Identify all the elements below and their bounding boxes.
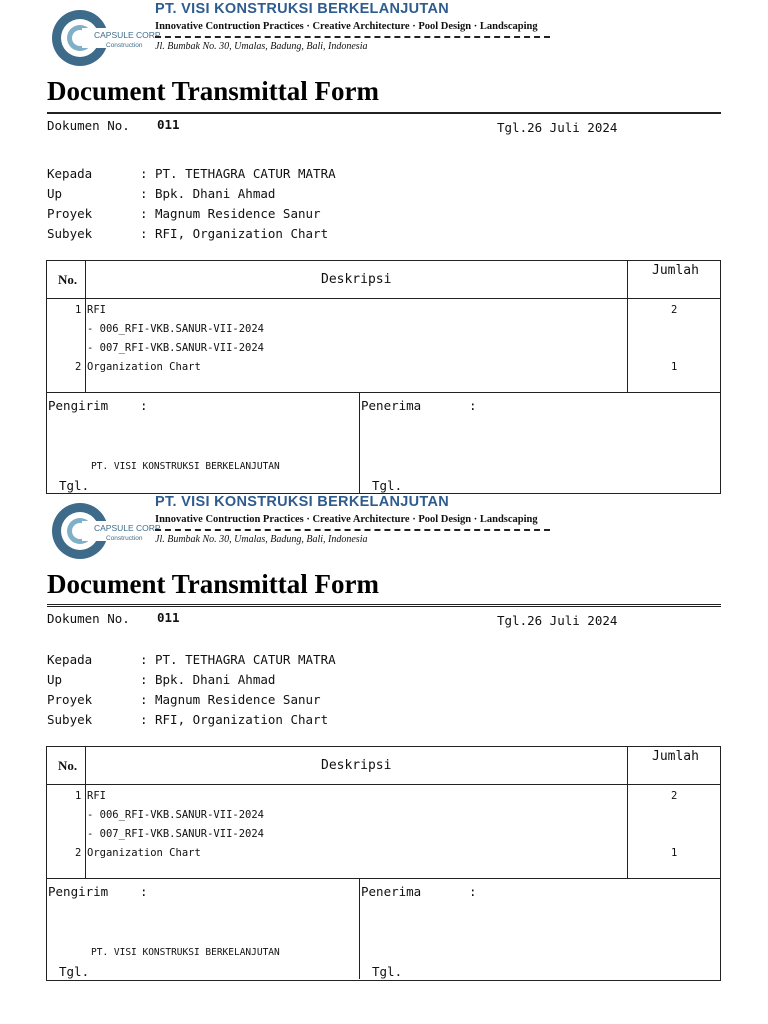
- table-divider: [627, 261, 628, 392]
- row-description: Organization Chart: [87, 361, 201, 373]
- info-value: Bpk. Dhani Ahmad: [155, 186, 276, 201]
- table-header-divider: [47, 784, 720, 785]
- items-table: [46, 746, 721, 879]
- company-tagline: Innovative Contruction Practices · Creative Architecture · Pool Design · Landscaping: [155, 514, 538, 525]
- row-description: - 007_RFI-VKB.SANUR-VII-2024: [87, 828, 265, 840]
- row-quantity: 2: [671, 304, 678, 316]
- info-value: PT. TETHAGRA CATUR MATRA: [155, 166, 336, 181]
- company-address: Jl. Bumbak No. 30, Umalas, Badung, Bali, Indonesia: [155, 41, 368, 52]
- company-name: PT. VISI KONSTRUKSI BERKELANJUTAN: [155, 1, 450, 17]
- items-table: [46, 260, 721, 393]
- info-colon: :: [140, 206, 148, 221]
- transmittal-form-copy-1: [0, 0, 768, 493]
- column-header-description: Deskripsi: [321, 272, 392, 287]
- table-divider: [627, 747, 628, 878]
- table-header-divider: [47, 298, 720, 299]
- logo-text: CAPSULE CORP.: [94, 523, 162, 533]
- info-value: PT. TETHAGRA CATUR MATRA: [155, 652, 336, 667]
- info-value: RFI, Organization Chart: [155, 226, 329, 241]
- document-number: 011: [157, 117, 180, 132]
- row-quantity: 1: [671, 847, 678, 859]
- info-label: Subyek: [47, 226, 93, 241]
- info-colon: :: [140, 672, 148, 687]
- header-divider: [155, 36, 550, 38]
- row-number: 2: [75, 847, 82, 859]
- receiver-label: Penerima: [361, 884, 422, 899]
- info-value: RFI, Organization Chart: [155, 712, 329, 727]
- info-value: Bpk. Dhani Ahmad: [155, 672, 276, 687]
- info-colon: :: [140, 652, 148, 667]
- title-underline: [47, 112, 721, 114]
- capsule-corp-logo: [50, 6, 162, 70]
- info-label: Proyek: [47, 692, 93, 707]
- row-number: 2: [75, 361, 82, 373]
- column-header-no: No.: [58, 758, 78, 773]
- info-label: Up: [47, 186, 63, 201]
- signature-section: [46, 393, 721, 494]
- company-tagline: Innovative Contruction Practices · Creative Architecture · Pool Design · Landscaping: [155, 21, 538, 32]
- capsule-corp-logo: [50, 499, 162, 563]
- info-label: Kepada: [47, 166, 93, 181]
- document-date: Tgl.26 Juli 2024: [497, 613, 618, 628]
- company-name: PT. VISI KONSTRUKSI BERKELANJUTAN: [155, 494, 450, 510]
- table-divider: [85, 261, 86, 392]
- sender-company: PT. VISI KONSTRUKSI BERKELANJUTAN: [91, 947, 280, 958]
- document-title: Document Transmittal Form: [47, 76, 379, 106]
- column-header-quantity: Jumlah: [652, 263, 699, 278]
- logo-subtext: Construction: [106, 42, 143, 49]
- column-header-no: No.: [58, 272, 78, 287]
- info-label: Subyek: [47, 712, 93, 727]
- signature-section: [46, 879, 721, 981]
- signature-divider: [359, 393, 360, 493]
- info-label: Proyek: [47, 206, 93, 221]
- row-description: - 006_RFI-VKB.SANUR-VII-2024: [87, 809, 265, 821]
- row-description: - 007_RFI-VKB.SANUR-VII-2024: [87, 342, 265, 354]
- row-quantity: 2: [671, 790, 678, 802]
- column-header-description: Deskripsi: [321, 758, 392, 773]
- receiver-colon: :: [469, 884, 477, 899]
- info-label: Up: [47, 672, 63, 687]
- logo-text: CAPSULE CORP.: [94, 30, 162, 40]
- sender-date-label: Tgl.: [59, 478, 90, 493]
- column-header-quantity: Jumlah: [652, 749, 699, 764]
- document-title: Document Transmittal Form: [47, 569, 379, 599]
- row-description: RFI: [87, 790, 106, 802]
- info-colon: :: [140, 712, 148, 727]
- info-colon: :: [140, 692, 148, 707]
- row-description: - 006_RFI-VKB.SANUR-VII-2024: [87, 323, 265, 335]
- signature-divider: [359, 879, 360, 979]
- row-description: Organization Chart: [87, 847, 201, 859]
- sender-date-label: Tgl.: [59, 964, 90, 979]
- title-underline: [47, 604, 721, 607]
- info-value: Magnum Residence Sanur: [155, 692, 321, 707]
- sender-label: Pengirim: [48, 884, 109, 899]
- logo-subtext: Construction: [106, 535, 143, 542]
- receiver-colon: :: [469, 398, 477, 413]
- table-divider: [85, 747, 86, 878]
- sender-colon: :: [140, 398, 148, 413]
- receiver-label: Penerima: [361, 398, 422, 413]
- row-quantity: 1: [671, 361, 678, 373]
- sender-colon: :: [140, 884, 148, 899]
- row-number: 1: [75, 304, 82, 316]
- info-colon: :: [140, 226, 148, 241]
- sender-label: Pengirim: [48, 398, 109, 413]
- info-value: Magnum Residence Sanur: [155, 206, 321, 221]
- document-number: 011: [157, 610, 180, 625]
- row-description: RFI: [87, 304, 106, 316]
- receiver-date-label: Tgl.: [372, 478, 403, 493]
- receiver-date-label: Tgl.: [372, 964, 403, 979]
- sender-company: PT. VISI KONSTRUKSI BERKELANJUTAN: [91, 461, 280, 472]
- document-number-label: Dokumen No.: [47, 118, 130, 133]
- document-number-label: Dokumen No.: [47, 611, 130, 626]
- info-colon: :: [140, 166, 148, 181]
- company-address: Jl. Bumbak No. 30, Umalas, Badung, Bali, Indonesia: [155, 534, 368, 545]
- row-number: 1: [75, 790, 82, 802]
- transmittal-form-copy-2: [0, 493, 768, 986]
- document-date: Tgl.26 Juli 2024: [497, 120, 618, 135]
- header-divider: [155, 529, 550, 531]
- info-colon: :: [140, 186, 148, 201]
- info-label: Kepada: [47, 652, 93, 667]
